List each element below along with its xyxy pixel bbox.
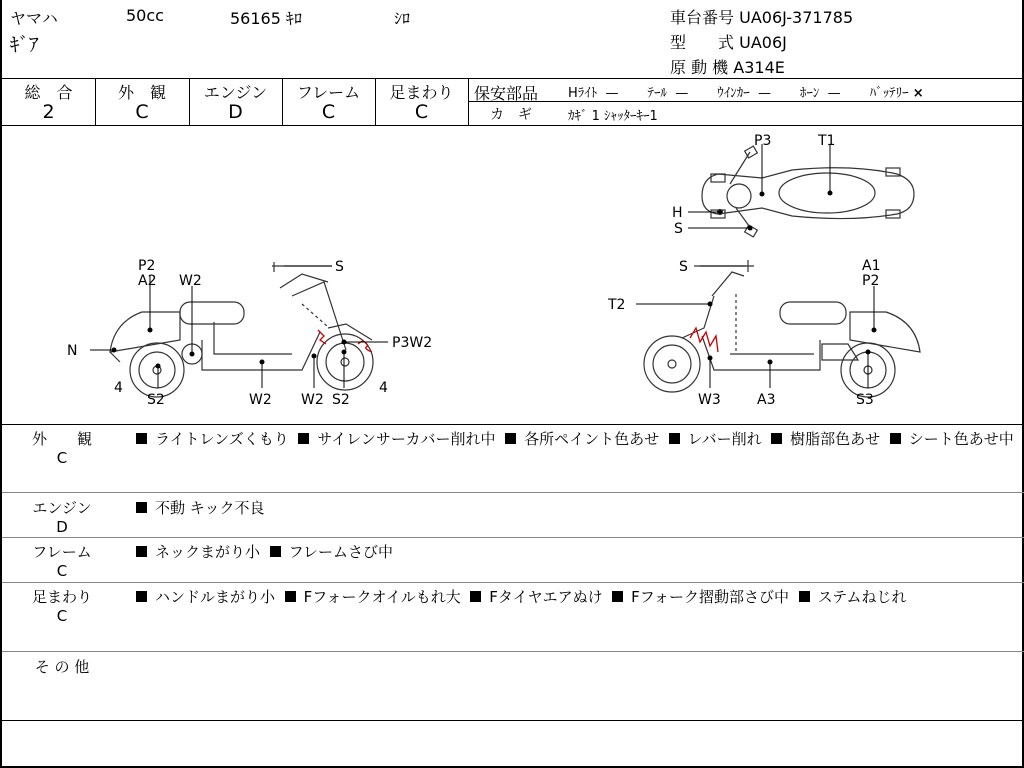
diagram-label: T2 bbox=[608, 297, 626, 313]
divider bbox=[2, 78, 1024, 79]
maker: ヤマハ bbox=[10, 9, 58, 28]
diagram-label: A3 bbox=[757, 392, 776, 408]
diagram-label: 4 bbox=[379, 380, 388, 396]
remark-suspension-text: ハンドルまがり小 Fフォークオイルもれ大 Fタイヤエアぬけ Fフォーク摺動部さび中 ステムねじれ bbox=[136, 586, 1016, 608]
safety-headlight: Hﾗｲﾄ — bbox=[568, 86, 619, 101]
grade-exterior-label: 外 観 bbox=[117, 83, 166, 102]
diagram-label: H bbox=[672, 205, 683, 221]
grade-exterior-value: C bbox=[135, 101, 149, 123]
engine-type: 原 動 機 A314E bbox=[670, 58, 785, 77]
diagram-label: S2 bbox=[332, 392, 350, 408]
grade-engine-label: エンジン bbox=[203, 83, 268, 102]
model-name: ｷﾞｱ bbox=[10, 34, 39, 56]
grade-overall-value: 2 bbox=[42, 101, 55, 123]
diagram-label: N bbox=[67, 343, 78, 359]
diagram-label: S3 bbox=[856, 392, 874, 408]
remark-suspension-label: 足まわり C bbox=[31, 588, 92, 625]
diagram-label: P2 bbox=[862, 273, 880, 289]
color: ｼﾛ bbox=[394, 9, 411, 28]
divider bbox=[2, 651, 1024, 652]
safety-winker: ｳｲﾝｶｰ — bbox=[717, 86, 771, 101]
diagram-label: A2 bbox=[138, 273, 157, 289]
diagram-label: S bbox=[674, 221, 683, 237]
diagram-label: A1 bbox=[862, 258, 881, 274]
safety-tail: ﾃｰﾙ — bbox=[647, 86, 689, 101]
scooter-diagram bbox=[2, 126, 1024, 424]
grade-overall-label: 総 合 bbox=[24, 83, 73, 102]
divider bbox=[468, 101, 1024, 102]
safety-parts-title: 保安部品 bbox=[474, 84, 539, 103]
grade-frame-label: フレーム bbox=[296, 83, 361, 102]
diagram-label: W2 bbox=[179, 273, 202, 289]
diagram-label: T1 bbox=[818, 133, 836, 149]
diagram-label: S bbox=[335, 259, 344, 275]
remark-exterior-label: 外 観 C bbox=[31, 430, 92, 467]
divider bbox=[2, 492, 1024, 493]
diagram-label: W2 bbox=[249, 392, 272, 408]
diagram-label: S bbox=[679, 259, 688, 275]
diagram-label: P2 bbox=[138, 258, 156, 274]
remark-exterior-text: ライトレンズくもり サイレンサーカバー削れ中 各所ペイント色あせ レバー削れ 樹脂部色あせ シート色あせ中 bbox=[136, 428, 1016, 450]
divider bbox=[2, 537, 1024, 538]
model-type: 型 式 UA06J bbox=[670, 33, 787, 52]
remark-frame-label: フレーム C bbox=[32, 543, 92, 580]
grade-suspension-label: 足まわり bbox=[389, 83, 454, 102]
remark-other-label: そ の 他 bbox=[34, 658, 90, 676]
grade-suspension-value: C bbox=[414, 101, 429, 123]
grade-frame-value: C bbox=[321, 101, 336, 123]
top-view-scooter bbox=[702, 146, 914, 237]
remark-frame-text: ネックまがり小 フレームさび中 bbox=[136, 541, 1016, 563]
divider bbox=[2, 424, 1024, 425]
diagram-label: P3W2 bbox=[392, 335, 433, 351]
mileage: 56165 ｷﾛ bbox=[230, 9, 303, 28]
diagram-label: 4 bbox=[114, 380, 123, 396]
safety-parts-list bbox=[568, 82, 924, 101]
divider bbox=[2, 720, 1024, 721]
diagram-label: S2 bbox=[147, 392, 165, 408]
safety-horn: ﾎｰﾝ — bbox=[799, 86, 841, 101]
divider bbox=[2, 582, 1024, 583]
frame-number: 車台番号 UA06J-371785 bbox=[670, 8, 854, 27]
grade-engine-value: D bbox=[228, 101, 243, 123]
remark-engine-text: 不動 キック不良 bbox=[136, 497, 1016, 519]
displacement: 50cc bbox=[126, 6, 164, 25]
diagram-label: W3 bbox=[698, 392, 721, 408]
key-value: ｶｷﾞ 1 ｼｬｯﾀｰｷｰ1 bbox=[568, 109, 658, 124]
key-label: カ ギ bbox=[490, 107, 532, 123]
diagram-label: P3 bbox=[754, 133, 772, 149]
remark-engine-label: エンジン D bbox=[32, 499, 92, 536]
safety-battery: ﾊﾞｯﾃﾘｰ × bbox=[869, 86, 924, 101]
diagram-label: W2 bbox=[301, 392, 324, 408]
